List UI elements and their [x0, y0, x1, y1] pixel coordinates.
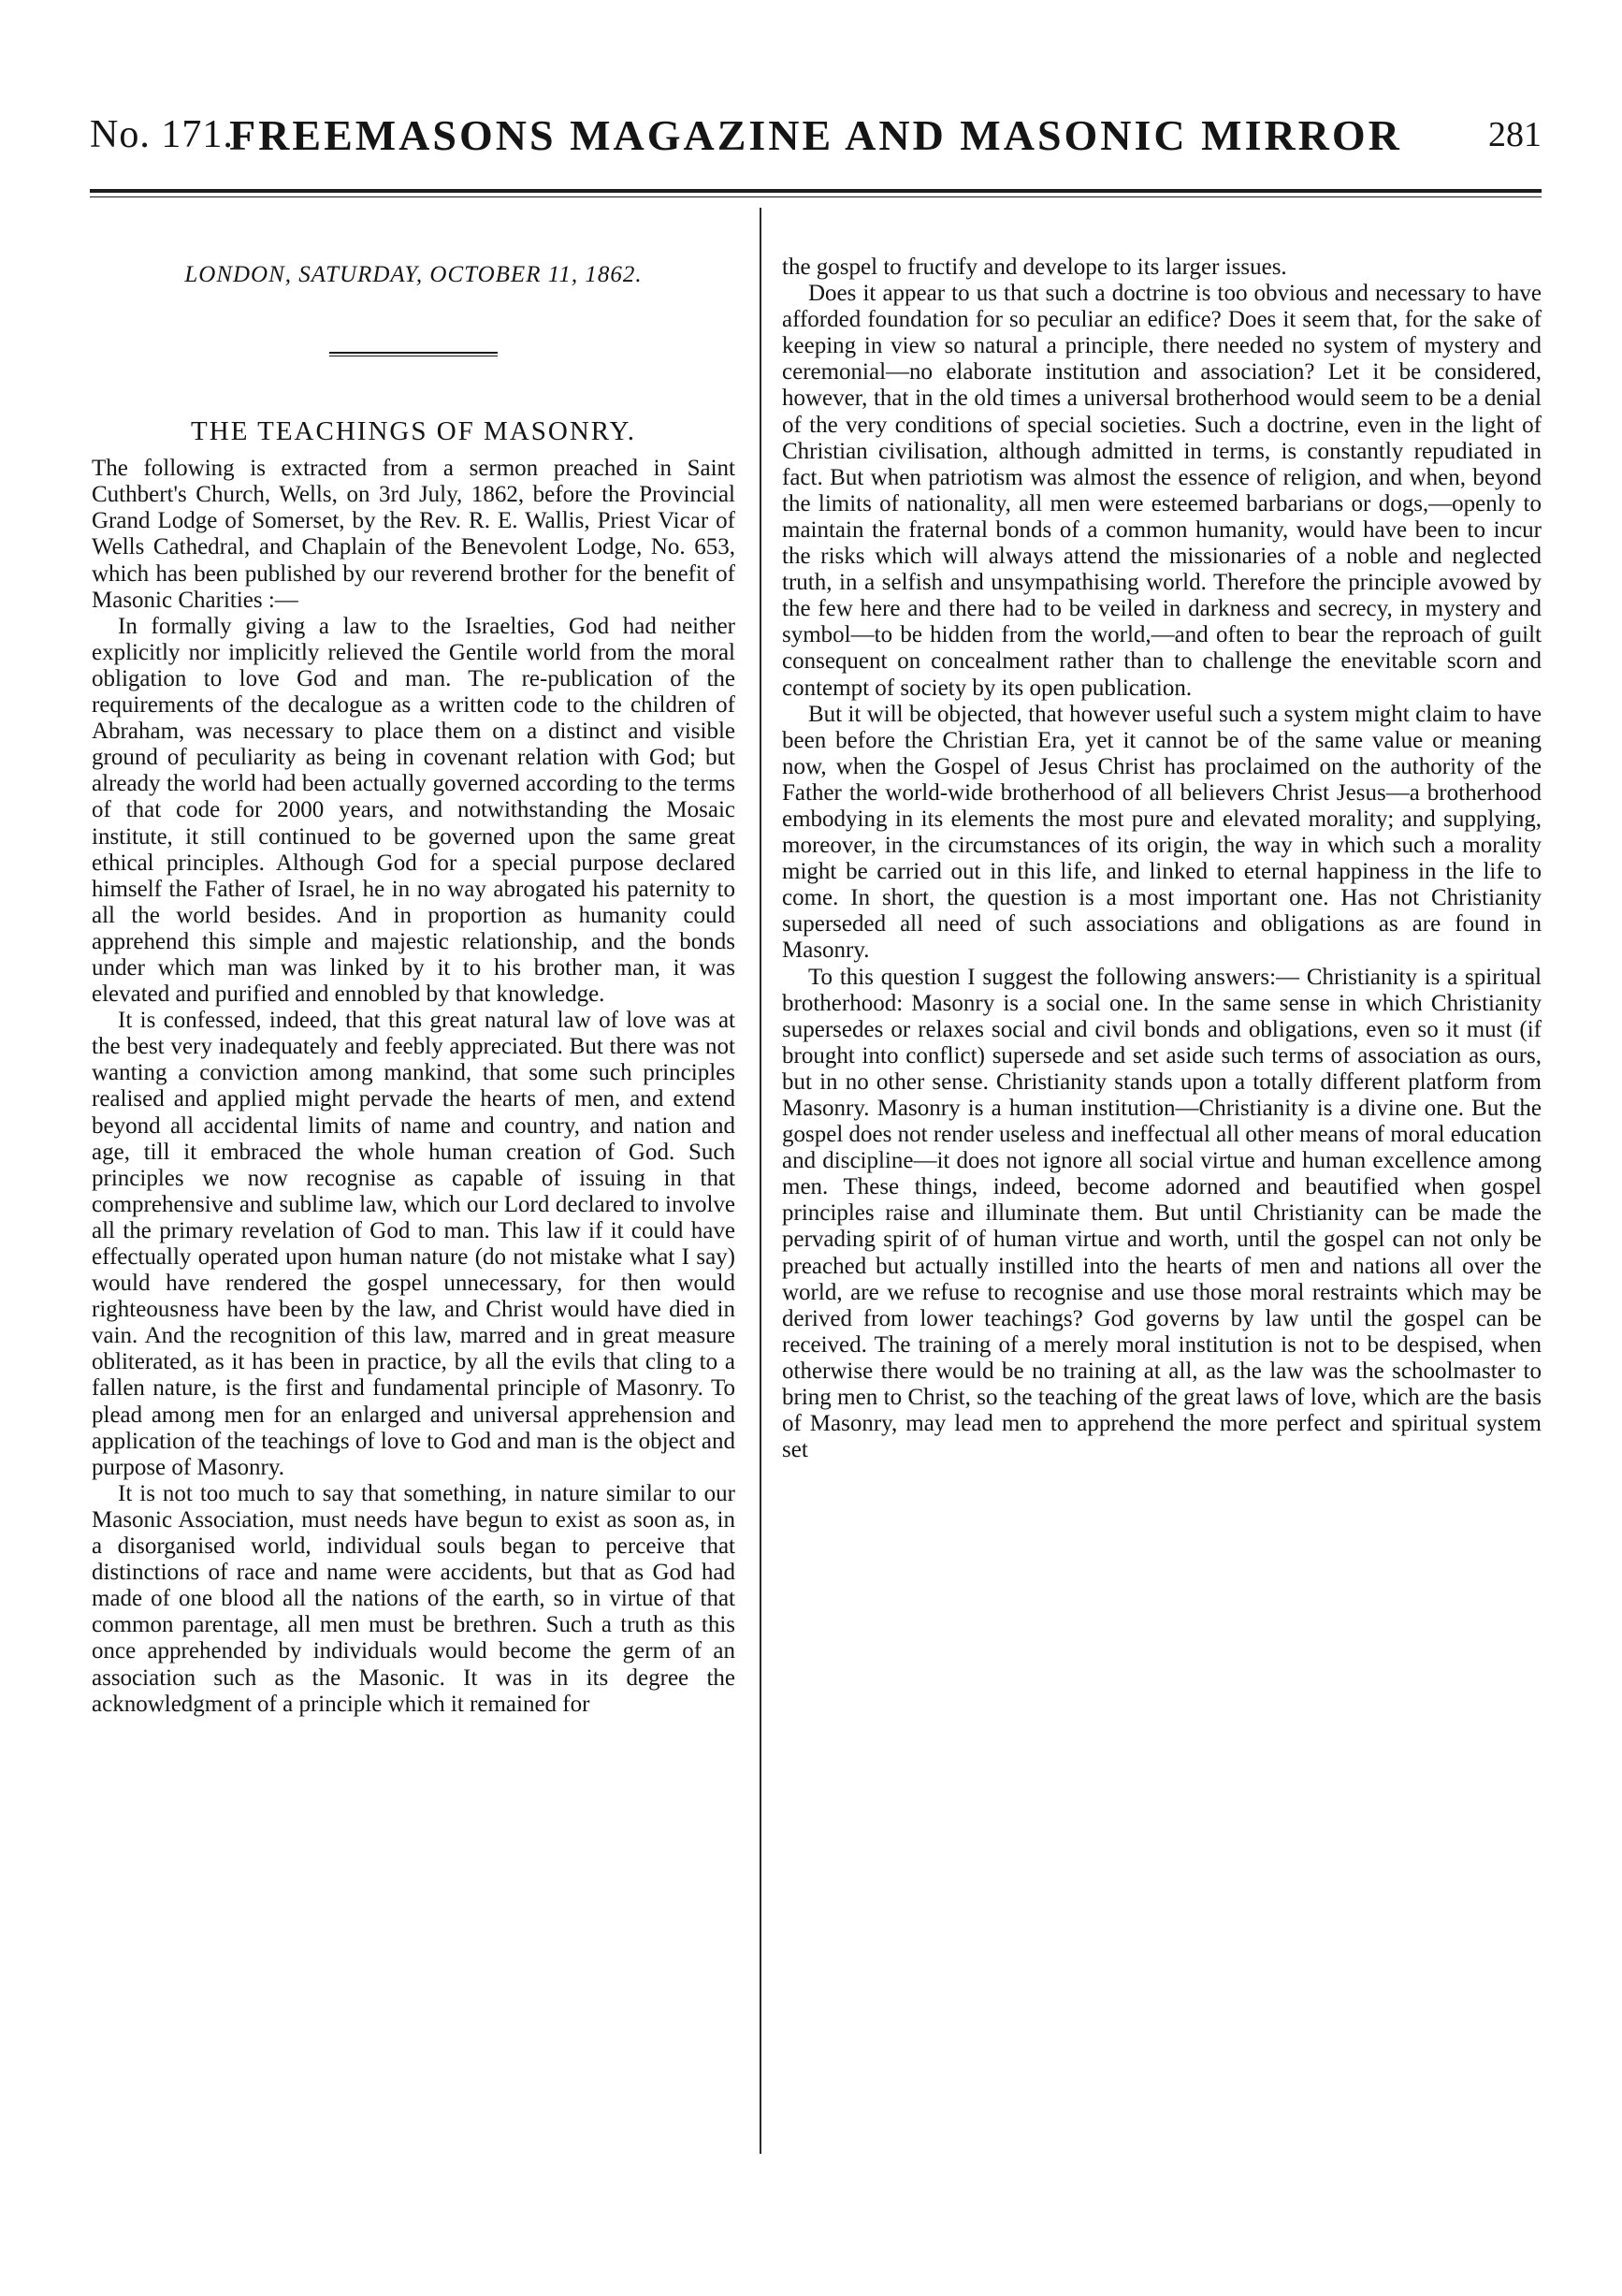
- article-headline: THE TEACHINGS OF MASONRY.: [191, 416, 636, 447]
- article-paragraph: It is not too much to say that something, in nature similar to our Masonic Association, must needs have begun to exist as soon as, in a disorganised world, individual souls began to perceive that distinctions of race and name were accidents, but that as God had made of one blood all the nations of the earth, so in virtue of that common parentage, all men must be brethren. Such a truth as this once apprehended by individuals would become the germ of an association such as the Masonic. It was in its degree the acknowledgment of a principle which it remained for: [92, 1480, 735, 1717]
- article-paragraph: The following is extracted from a sermon preached in Saint Cuthbert's Church, Wells, on 3rd July, 1862, before the Provincial Grand Lodge of Somerset, by the Rev. R. E. Wallis, Priest Vicar of Wells Cathedral, and Chaplain of the Benevolent Lodge, No. 653, which has been published by our reverend brother for the benefit of Masonic Charities :—: [92, 456, 735, 613]
- article-paragraph: But it will be objected, that however useful such a system might claim to have been before the Christian Era, yet it cannot be of the same value or meaning now, when the Gospel of Jesus Christ has proclaimed on the authority of the Father the world-wide brotherhood of all believers Christ Jesus—a brotherhood embodying in its elements the most pure and elevated morality; and supplying, moreover, in the circumstances of its origin, the way in which such a morality might be carried out in this life, and linked to eternal happiness in the life to come. In short, the question is a most important one. Has not Christianity superseded all need of such associations and obligations as are found in Masonry.: [782, 701, 1542, 964]
- masthead-rule-thick: [90, 189, 1542, 193]
- article-paragraph: To this question I suggest the following answers:— Christianity is a spiritual brotherhood: Masonry is a social one. In the same sense in which Christianity supersedes or relaxes social and civil bonds and obligations, even so it must (if brought into conflict) supersede and set aside such terms of association as ours, but in no other sense. Christianity stands upon a totally different platform from Masonry. Masonry is a human institution—Christianity is a divine one. But the gospel does not render useless and ineffectual all other means of moral education and discipline—it does not ignore all social virtue and human excellence among men. These things, indeed, become adorned and beautified when gospel principles raise and illuminate them. But until Christianity can be made the pervading spirit of of human virtue and worth, until the gospel can not only be preached but actually instilled into the hearts of men and nations all over the world, are we refuse to recognise and use those moral restraints which may be derived from lower teachings? God governs by law until the gospel can be received. The training of a merely moral institution is not to be despised, when otherwise there would be no training at all, as the law was the schoolmaster to bring men to Christ, so the teaching of the great laws of love, which are the basis of Masonry, may lead men to apprehend the more perfect and spiritual system set: [782, 964, 1542, 1463]
- masthead: [90, 110, 1542, 185]
- article-paragraph: the gospel to fructify and develope to its larger issues.: [782, 254, 1287, 280]
- dateline: LONDON, SATURDAY, OCTOBER 11, 1862.: [184, 262, 643, 287]
- page-number: 281: [1488, 115, 1542, 154]
- right-column: [782, 254, 1542, 1463]
- section-rule: [329, 352, 498, 356]
- article-paragraph: Does it appear to us that such a doctrine is too obvious and necessary to have afforded foundation for so peculiar an edifice? Does it seem that, for the sake of keeping in view so natural a principle, there needed no system of mystery and ceremonial—no elaborate institution and association? Let it be considered, however, that in the old times a universal brotherhood would seem to be a denial of the very conditions of special societies. Such a doctrine, even in the light of Christian civilisation, although admitted in terms, is constantly repudiated in fact. But when patriotism was almost the essence of religion, and when, beyond the limits of nationality, all men were esteemed barbarians or dogs,—openly to maintain the fraternal bonds of a common humanity, would have been to incur the risks which will always attend the missionaries of a noble and neglected truth, in a selfish and unsympathising world. Therefore the principle avowed by the few here and there had to be veiled in darkness and secrecy, in mystery and symbol—to be hidden from the world,—and often to bear the reproach of guilt consequent on concealment rather than to challenge the enevitable scorn and contempt of society by its open publication.: [782, 281, 1542, 701]
- publication-title: FREEMASONS MAGAZINE AND MASONIC MIRROR: [229, 111, 1402, 159]
- issue-number: No. 171.: [90, 113, 234, 156]
- column-divider: [760, 208, 761, 2154]
- article-paragraph: It is confessed, indeed, that this great natural law of love was at the best very inadequately and feebly appreciated. But there was not wanting a conviction among mankind, that some such principles realised and applied might pervade the hearts of men, and extend beyond all accidental limits of name and country, and nation and age, till it embraced the whole human creation of God. Such principles we now recognise as capable of issuing in that comprehensive and sublime law, which our Lord declared to involve all the primary revelation of God to man. This law if it could have effectually operated upon human nature (do not mistake what I say) would have rendered the gospel unnecessary, for then would righteousness have been by the law, and Christ would have died in vain. And the recognition of this law, marred and in great measure obliterated, as it has been in practice, by all the evils that cling to a fallen nature, is the first and fundamental principle of Masonry. To plead among men for an enlarged and universal apprehension and application of the teachings of love to God and man is the object and purpose of Masonry.: [92, 1008, 736, 1480]
- article-paragraph: In formally giving a law to the Israelties, God had neither explicitly nor implicitly relieved the Gentile world from the moral obligation to love God and man. The re-publication of the requirements of the decalogue as a written code to the children of Abraham, was necessary to place them on a distinct and visible ground of peculiarity as being in covenant relation with God; but already the world had been actually governed according to the terms of that code for 2000 years, and notwithstanding the Mosaic institute, it still continued to be governed upon the same great ethical principles. Although God for a special purpose declared himself the Father of Israel, he in no way abrogated his paternity to all the world besides. And in proportion as humanity could apprehend this simple and majestic relationship, and the bonds under which man was linked by it to his brother man, it was elevated and purified and ennobled by that knowledge.: [92, 613, 735, 1008]
- left-column: [92, 253, 735, 1718]
- masthead-rule-thin: [90, 196, 1542, 197]
